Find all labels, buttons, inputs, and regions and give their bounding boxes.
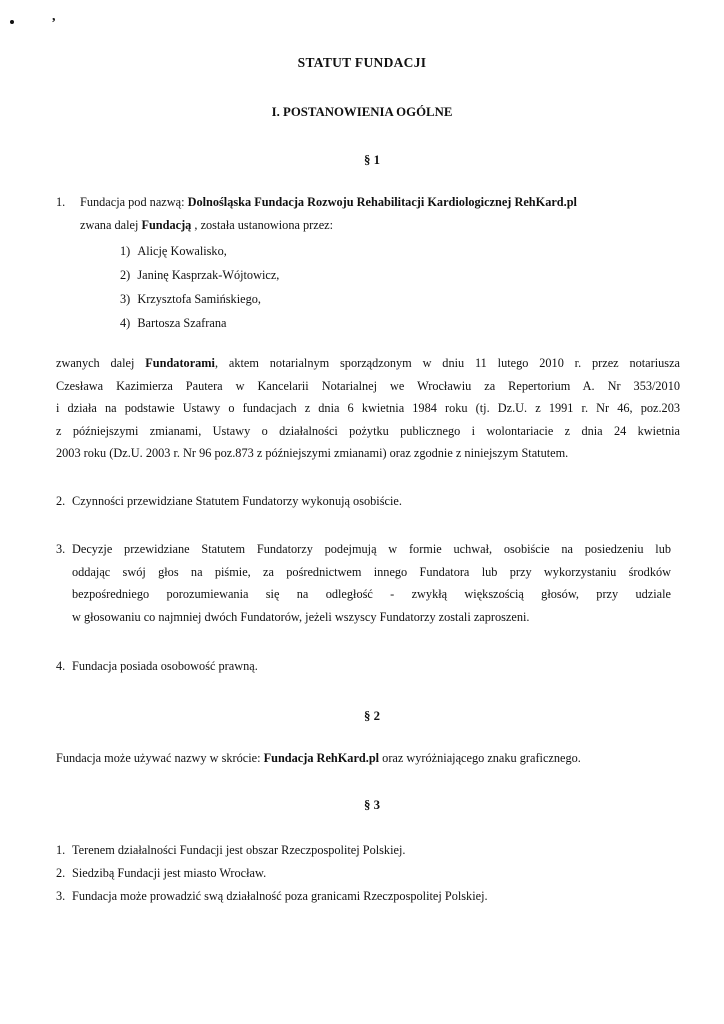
document-title: STATUT FUNDACJI (297, 55, 427, 70)
founder-item (120, 292, 261, 308)
list-item-text: Fundacja może prowadzić swą działalność poza granicami Rzeczpospolitej Polskiej. (72, 889, 488, 903)
item-1-line-2-prefix: zwana dalej (80, 218, 142, 232)
founder-name: Alicję Kowalisko, (137, 244, 227, 258)
founders-paragraph (56, 352, 680, 465)
item-number: 1. (56, 195, 66, 209)
founder-number: 2) (120, 268, 131, 282)
founder-name: Bartosza Szafrana (137, 316, 227, 330)
paragraph-line: w głosowaniu co najmniej dwóch Fundatorów, jeżeli wszyscy Fundatorzy zostali zaproszeni. (72, 609, 530, 624)
item-1-line-2-suffix: , została ustanowiona przez: (191, 218, 334, 232)
item-4-text: Fundacja posiada osobowość prawną. (72, 659, 258, 673)
sentence-suffix: oraz wyróżniającego znaku graficznego. (379, 751, 581, 765)
item-number: 3. (56, 889, 66, 903)
paragraph-line: Czesława Kazimierza Pautera w Kancelarii Notarialnej we Wrocławiu za Repertorium A. Nr 353/2010 (56, 378, 680, 393)
paragraph-line: 2003 roku (Dz.U. 2003 r. Nr 96 poz.873 z późniejszymi zmianami) oraz zgodnie z niniejszym Statutem. (56, 446, 569, 460)
item-3-paragraph (72, 538, 671, 628)
list-item-text: Terenem działalności Fundacji jest obszar Rzeczpospolitej Polskiej. (72, 843, 406, 857)
paragraph-mark-3: § 3 (364, 798, 380, 812)
scan-dot-mark (10, 20, 14, 24)
item-2-text: Czynności przewidziane Statutem Fundatorzy wykonują osobiście. (72, 494, 402, 508)
paragraph-line (56, 352, 680, 375)
line-suffix: , aktem notarialnym sporządzonym w dniu 11 lutego 2010 r. przez notariusza (214, 356, 680, 370)
paragraph-line: i działa na podstawie Ustawy o fundacjach z dnia 6 kwietnia 1984 roku (tj. Dz.U. z 1991 r. Nr 46, poz.203 (56, 401, 680, 415)
founder-number: 4) (120, 316, 131, 330)
line-prefix: zwanych dalej (56, 356, 146, 370)
item-number: 2. (56, 494, 66, 508)
founder-name: Janinę Kasprzak-Wójtowicz, (137, 268, 280, 282)
sentence-prefix: Fundacja może używać nazwy w skrócie: (56, 751, 264, 765)
list-item-text: Siedzibą Fundacji jest miasto Wrocław. (72, 866, 267, 880)
paragraph-mark-2: § 2 (364, 709, 380, 723)
item-number: 3. (56, 542, 66, 556)
paragraph-line: Decyzje przewidziane Statutem Fundatorzy podejmują w formie uchwał, osobiście na posiedzeniu lub (72, 542, 671, 556)
founder-item (120, 244, 227, 260)
short-name: Fundacja RehKard.pl (263, 751, 380, 765)
foundation-full-name: Dolnośląska Fundacja Rozwoju Rehabilitacji Kardiologicznej RehKard.pl (187, 195, 577, 209)
founder-item (120, 316, 226, 332)
foundation-short-term: Fundacją (141, 218, 192, 232)
paragraph-line: bezpośredniego porozumiewania się na odległość - zwykłą większością głosów, przy udziale (72, 587, 671, 601)
item-number: 1. (56, 843, 66, 857)
item-number: 2. (56, 866, 66, 880)
paragraph-line: z późniejszymi zmianami, Ustawy o działalności pożytku publicznego i wolontariacie z dnia 24 kwietnia (56, 423, 680, 438)
founder-number: 3) (120, 292, 131, 306)
founder-name: Krzysztofa Samińskiego, (137, 292, 261, 306)
founders-term: Fundatorami (145, 356, 215, 370)
section-heading: I. POSTANOWIENIA OGÓLNE (271, 105, 453, 119)
short-name-sentence (56, 751, 581, 767)
item-1-line-1 (80, 195, 577, 211)
paragraph-line: oddając swój głos na piśmie, za pośrednictwem innego Fundatora lub przy wykorzystaniu środków (72, 564, 671, 579)
founder-number: 1) (120, 244, 131, 258)
paragraph-mark-1: § 1 (364, 153, 380, 167)
item-1-line-2 (80, 218, 333, 234)
item-1-prefix: Fundacja pod nazwą: (80, 195, 188, 209)
item-number: 4. (56, 659, 66, 673)
scan-comma-mark: , (52, 9, 56, 24)
founder-item (120, 268, 279, 284)
